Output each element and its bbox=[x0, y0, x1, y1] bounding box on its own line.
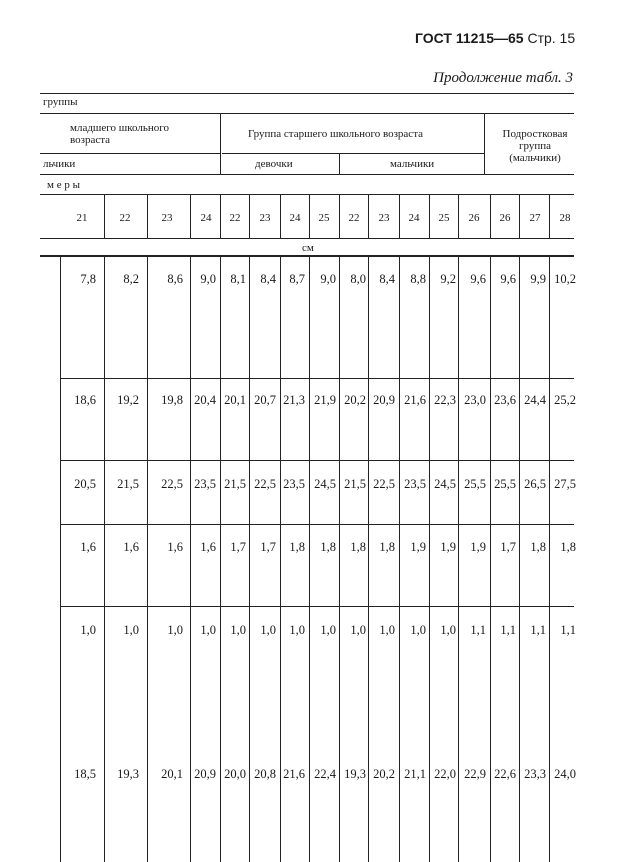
table-cell: 1,6 bbox=[167, 540, 183, 554]
table-cell: 1,6 bbox=[80, 540, 96, 554]
column-number: 25 bbox=[318, 212, 330, 224]
table-cell: 24,5 bbox=[434, 477, 456, 491]
column-number: 24 bbox=[408, 212, 420, 224]
table-cell: 1,1 bbox=[560, 623, 576, 637]
table-cell: 1,7 bbox=[260, 540, 276, 554]
table-cell: 1,0 bbox=[167, 623, 183, 637]
table-cell: 21,6 bbox=[404, 393, 426, 407]
col-rule bbox=[104, 194, 105, 238]
column-number: 23 bbox=[378, 212, 390, 224]
table-cell: 8,7 bbox=[289, 272, 305, 286]
table-cell: 1,0 bbox=[289, 623, 305, 637]
table-cell: 8,1 bbox=[230, 272, 246, 286]
table-cell: 22,5 bbox=[373, 477, 395, 491]
table-cell: 25,5 bbox=[494, 477, 516, 491]
table-cell: 20,2 bbox=[373, 767, 395, 781]
measures-label: м е р ы bbox=[47, 179, 80, 191]
table-cell: 1,8 bbox=[560, 540, 576, 554]
table-cell: 1,8 bbox=[289, 540, 305, 554]
table-cell: 18,5 bbox=[74, 767, 96, 781]
table-cell: 20,4 bbox=[194, 393, 216, 407]
table-cell: 22,6 bbox=[494, 767, 516, 781]
table-cell: 1,8 bbox=[379, 540, 395, 554]
column-number: 22 bbox=[348, 212, 360, 224]
column-number: 22 bbox=[229, 212, 241, 224]
col-rule bbox=[339, 194, 340, 238]
table-cell: 23,5 bbox=[194, 477, 216, 491]
table-cell: 1,8 bbox=[320, 540, 336, 554]
table-cell: 20,1 bbox=[161, 767, 183, 781]
table-cell: 25,2 bbox=[554, 393, 576, 407]
table-cell: 8,6 bbox=[167, 272, 183, 286]
col-rule bbox=[190, 194, 191, 238]
table-cell: 1,0 bbox=[320, 623, 336, 637]
table-cell: 24,4 bbox=[524, 393, 546, 407]
table-cell: 8,8 bbox=[410, 272, 426, 286]
table-cell: 19,2 bbox=[117, 393, 139, 407]
table-cell: 23,5 bbox=[283, 477, 305, 491]
senior-header-rule bbox=[222, 153, 484, 154]
table-cell: 19,3 bbox=[117, 767, 139, 781]
table-cell: 20,2 bbox=[344, 393, 366, 407]
girls-label: девочки bbox=[255, 158, 293, 170]
row-rule bbox=[60, 460, 574, 461]
table-cell: 1,1 bbox=[500, 623, 516, 637]
table-top-rule bbox=[40, 93, 574, 94]
column-number: 24 bbox=[289, 212, 301, 224]
table-cell: 21,6 bbox=[283, 767, 305, 781]
col-rule bbox=[147, 194, 148, 238]
table-cell: 1,9 bbox=[440, 540, 456, 554]
table-cell: 22,9 bbox=[464, 767, 486, 781]
col-rule bbox=[549, 194, 550, 238]
table-cell: 1,0 bbox=[230, 623, 246, 637]
table-continuation-note: Продолжение табл. 3 bbox=[433, 70, 573, 86]
col-rule bbox=[309, 194, 310, 238]
table-cell: 22,5 bbox=[161, 477, 183, 491]
table-cell: 19,8 bbox=[161, 393, 183, 407]
col-rule bbox=[368, 194, 369, 238]
teen-group-label: Подростковая группа (мальчики) bbox=[502, 128, 568, 164]
table-cell: 1,6 bbox=[200, 540, 216, 554]
table-cell: 20,0 bbox=[224, 767, 246, 781]
table-cell: 1,9 bbox=[410, 540, 426, 554]
unit-row-rule bbox=[40, 255, 574, 257]
table-cell: 20,1 bbox=[224, 393, 246, 407]
table-cell: 20,9 bbox=[194, 767, 216, 781]
group-label: группы bbox=[43, 96, 78, 108]
table-cell: 1,1 bbox=[530, 623, 546, 637]
table-cell: 20,9 bbox=[373, 393, 395, 407]
row-rule bbox=[60, 378, 574, 379]
unit-label: см bbox=[302, 242, 314, 254]
senior-group-title: Группа старшего школьного возраста bbox=[248, 128, 424, 140]
table-cell: 23,5 bbox=[404, 477, 426, 491]
header-divider-junior bbox=[220, 113, 221, 174]
table-cell: 1,0 bbox=[80, 623, 96, 637]
group-row-rule bbox=[40, 113, 574, 114]
col-rule bbox=[220, 194, 221, 238]
col-rule bbox=[280, 194, 281, 238]
table-cell: 9,9 bbox=[530, 272, 546, 286]
column-number: 28 bbox=[559, 212, 571, 224]
table-cell: 20,8 bbox=[254, 767, 276, 781]
table-cell: 21,9 bbox=[314, 393, 336, 407]
table-cell: 1,8 bbox=[350, 540, 366, 554]
table-cell: 23,6 bbox=[494, 393, 516, 407]
table-cell: 1,7 bbox=[230, 540, 246, 554]
table-cell: 1,1 bbox=[470, 623, 486, 637]
table-cell: 21,5 bbox=[344, 477, 366, 491]
boys-label: мальчики bbox=[390, 158, 435, 170]
table-cell: 21,5 bbox=[117, 477, 139, 491]
col-rule bbox=[429, 194, 430, 238]
table-cell: 1,0 bbox=[379, 623, 395, 637]
column-number-rule bbox=[40, 238, 574, 239]
table-cell: 26,5 bbox=[524, 477, 546, 491]
header-divider-girls-boys bbox=[339, 153, 340, 174]
column-number: 27 bbox=[529, 212, 541, 224]
header-divider-teen bbox=[484, 113, 485, 174]
table-cell: 1,8 bbox=[530, 540, 546, 554]
col-rule bbox=[490, 194, 491, 238]
table-cell: 23,0 bbox=[464, 393, 486, 407]
boys-fragment-label: льчики bbox=[43, 158, 76, 170]
table-cell: 21,3 bbox=[283, 393, 305, 407]
table-cell: 7,8 bbox=[80, 272, 96, 286]
table-cell: 9,0 bbox=[320, 272, 336, 286]
column-number: 23 bbox=[161, 212, 173, 224]
col-rule bbox=[399, 194, 400, 238]
table-cell: 8,4 bbox=[379, 272, 395, 286]
column-number: 25 bbox=[438, 212, 450, 224]
measures-row-rule bbox=[40, 194, 574, 195]
table-cell: 27,5 bbox=[554, 477, 576, 491]
table-cell: 9,6 bbox=[500, 272, 516, 286]
table-cell: 9,0 bbox=[200, 272, 216, 286]
column-number: 26 bbox=[468, 212, 480, 224]
junior-header-rule bbox=[40, 153, 220, 154]
table-cell: 1,0 bbox=[260, 623, 276, 637]
table-cell: 22,4 bbox=[314, 767, 336, 781]
table-cell: 9,2 bbox=[440, 272, 456, 286]
table-cell: 20,7 bbox=[254, 393, 276, 407]
table-cell: 25,5 bbox=[464, 477, 486, 491]
table-cell: 21,1 bbox=[404, 767, 426, 781]
table-cell: 22,5 bbox=[254, 477, 276, 491]
column-number: 22 bbox=[119, 212, 131, 224]
table-cell: 19,3 bbox=[344, 767, 366, 781]
table-cell: 9,6 bbox=[470, 272, 486, 286]
table-cell: 23,3 bbox=[524, 767, 546, 781]
column-number: 24 bbox=[200, 212, 212, 224]
table-cell: 1,0 bbox=[410, 623, 426, 637]
column-number: 26 bbox=[499, 212, 511, 224]
junior-school-age-label: младшего школьного возраста bbox=[70, 122, 170, 146]
col-rule bbox=[249, 194, 250, 238]
table-cell: 1,6 bbox=[123, 540, 139, 554]
table-cell: 8,4 bbox=[260, 272, 276, 286]
column-number: 23 bbox=[259, 212, 271, 224]
table-cell: 1,0 bbox=[123, 623, 139, 637]
table-cell: 24,0 bbox=[554, 767, 576, 781]
table-cell: 8,0 bbox=[350, 272, 366, 286]
col-rule bbox=[458, 194, 459, 238]
table-cell: 24,5 bbox=[314, 477, 336, 491]
table-cell: 18,6 bbox=[74, 393, 96, 407]
table-cell: 22,0 bbox=[434, 767, 456, 781]
column-number: 21 bbox=[76, 212, 88, 224]
sex-row-rule bbox=[40, 174, 574, 175]
table-cell: 1,0 bbox=[440, 623, 456, 637]
table-cell: 10,2 bbox=[554, 272, 576, 286]
table-cell: 8,2 bbox=[123, 272, 139, 286]
table-cell: 1,0 bbox=[200, 623, 216, 637]
row-rule bbox=[60, 606, 574, 607]
table-cell: 20,5 bbox=[74, 477, 96, 491]
table-cell: 22,3 bbox=[434, 393, 456, 407]
table-cell: 21,5 bbox=[224, 477, 246, 491]
table-cell: 1,0 bbox=[350, 623, 366, 637]
row-rule bbox=[60, 524, 574, 525]
page-number: Стр. 15 bbox=[527, 30, 576, 46]
standard-number: ГОСТ 11215—65 bbox=[415, 30, 524, 46]
table-cell: 1,9 bbox=[470, 540, 486, 554]
table-cell: 1,7 bbox=[500, 540, 516, 554]
col-rule bbox=[519, 194, 520, 238]
